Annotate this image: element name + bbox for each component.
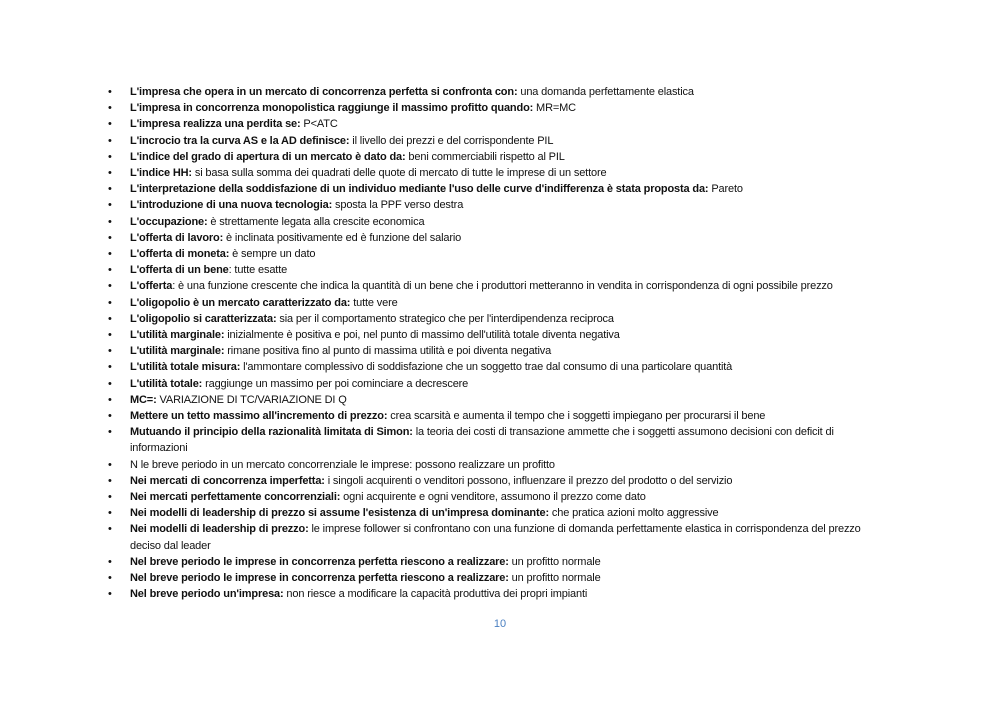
item-answer: è sempre un dato <box>229 248 316 261</box>
item-answer: è strettamente legata alla crescite economica <box>207 215 425 228</box>
item-question: L'impresa realizza una perdita se: <box>130 118 301 131</box>
item-question: L'introduzione di una nuova tecnologia: <box>130 199 333 212</box>
item-answer: sposta la PPF verso destra <box>332 199 464 212</box>
item-question: Nei mercati perfettamente concorrenziali: <box>130 491 341 504</box>
list-item <box>108 554 878 570</box>
item-answer: si basa sulla somma dei quadrati delle quote di mercato di tutte le imprese di un settore <box>191 167 607 180</box>
list-item <box>108 505 878 521</box>
item-question: L'impresa in concorrenza monopolistica raggiunge il massimo profitto quando: <box>130 102 534 115</box>
item-question: Nei mercati di concorrenza imperfetta: <box>130 474 325 487</box>
item-answer: il livello dei prezzi e del corrispondente PIL <box>349 134 554 147</box>
list-item <box>108 473 878 489</box>
item-question: L'utilità totale misura: <box>130 361 241 374</box>
item-answer: P<ATC <box>300 118 338 131</box>
item-question: MC=: <box>130 393 157 406</box>
item-question: L'offerta di un bene <box>130 264 229 277</box>
item-answer: un profitto normale <box>508 555 601 568</box>
item-question: L'incrocio tra la curva AS e la AD definisce: <box>130 134 350 147</box>
list-item <box>108 327 878 343</box>
item-answer: crea scarsità e aumenta il tempo che i soggetti impiegano per procurarsi il bene <box>387 410 766 423</box>
item-answer: un profitto normale <box>508 572 601 585</box>
item-answer: Pareto <box>708 183 743 196</box>
list-item <box>108 586 878 602</box>
item-answer: : è una funzione crescente che indica la quantità di un bene che i produttori metteranno in vendita in corrispondenza di ogni possibile prezzo <box>172 280 833 293</box>
item-answer: i singoli acquirenti o venditori possono, influenzare il prezzo del prodotto o del servizio <box>324 474 733 487</box>
item-question: Nei modelli di leadership di prezzo: <box>130 523 309 536</box>
item-question: Nel breve periodo un'impresa: <box>130 588 284 601</box>
list-item <box>108 84 878 100</box>
list-item <box>108 181 878 197</box>
item-question: L'impresa che opera in un mercato di concorrenza perfetta si confronta con: <box>130 86 518 98</box>
item-question: L'utilità totale: <box>130 377 203 390</box>
item-answer: tutte vere <box>350 296 398 309</box>
list-item <box>108 408 878 424</box>
item-question: L'occupazione: <box>130 215 208 228</box>
item-answer: sia per il comportamento strategico che per l'interdipendenza reciproca <box>276 312 614 325</box>
item-answer: VARIAZIONE DI TC/VARIAZIONE DI Q <box>156 393 347 406</box>
list-item <box>108 262 878 278</box>
item-answer: le imprese follower si confrontano con una funzione di domanda perfettamente elastica in corrispondenza del prezzo deciso dal leader <box>130 523 861 552</box>
item-answer: che pratica azioni molto aggressive <box>549 507 719 520</box>
item-question: L'offerta di moneta: <box>130 248 230 261</box>
item-question: L'indice del grado di apertura di un mercato è dato da: <box>130 150 406 163</box>
list-item <box>108 149 878 165</box>
item-question: L'oligopolio è un mercato caratterizzato da: <box>130 296 351 309</box>
list-item <box>108 197 878 213</box>
item-question: L'oligopolio si caratterizzata: <box>130 312 277 325</box>
list-item <box>108 295 878 311</box>
list-item <box>108 424 878 456</box>
item-answer: N le breve periodo in un mercato concorrenziale le imprese: possono realizzare un profitto <box>130 458 555 471</box>
list-item <box>108 376 878 392</box>
list-item <box>108 230 878 246</box>
item-answer: non riesce a modificare la capacità produttiva dei propri impianti <box>283 588 588 601</box>
list-item <box>108 392 878 408</box>
item-answer: beni commerciabili rispetto al PIL <box>405 150 565 163</box>
item-answer: : tutte esatte <box>228 264 288 277</box>
item-answer: ogni acquirente e ogni venditore, assumono il prezzo come dato <box>340 491 646 504</box>
item-question: L'utilità marginale: <box>130 329 225 342</box>
list-item <box>108 359 878 375</box>
item-answer: l'ammontare complessivo di soddisfazione che un soggetto trae dal consumo di una particolare quantità <box>240 361 733 374</box>
list-item <box>108 214 878 230</box>
list-item <box>108 165 878 181</box>
item-answer: MR=MC <box>533 102 576 115</box>
list-item <box>108 246 878 262</box>
item-answer: una domanda perfettamente elastica <box>517 86 694 98</box>
item-question: L'indice HH: <box>130 167 192 180</box>
list-item <box>108 116 878 132</box>
item-question: Mutuando il principio della razionalità limitata di Simon: <box>130 426 413 439</box>
list-item <box>108 457 878 473</box>
list-item <box>108 343 878 359</box>
item-question: Nel breve periodo le imprese in concorrenza perfetta riescono a realizzare: <box>130 572 509 585</box>
item-answer: raggiunge un massimo per poi cominciare a decrescere <box>202 377 469 390</box>
item-question: Nei modelli di leadership di prezzo si assume l'esistenza di un'impresa dominante: <box>130 507 549 520</box>
list-item <box>108 278 878 294</box>
list-item <box>108 570 878 586</box>
item-question: L'offerta di lavoro: <box>130 231 224 244</box>
list-item <box>108 133 878 149</box>
page-number: 10 <box>493 618 507 630</box>
list-item <box>108 100 878 116</box>
list-item <box>108 311 878 327</box>
item-question: Mettere un tetto massimo all'incremento di prezzo: <box>130 410 388 423</box>
list-item <box>108 521 878 553</box>
item-answer: la teoria dei costi di transazione ammette che i soggetti assumono decisioni con deficit di informazioni <box>130 426 834 455</box>
item-question: L'utilità marginale: <box>130 345 225 358</box>
item-answer: è inclinata positivamente ed è funzione del salario <box>223 231 462 244</box>
item-question: L'offerta <box>130 280 173 293</box>
item-answer: inizialmente è positiva e poi, nel punto di massimo dell'utilità totale diventa negativa <box>224 329 620 342</box>
item-question: Nel breve periodo le imprese in concorrenza perfetta riescono a realizzare: <box>130 555 509 568</box>
list-item <box>108 489 878 505</box>
definition-list <box>108 84 878 603</box>
item-question: L'interpretazione della soddisfazione di un individuo mediante l'uso delle curve d'indifferenza è stata proposta da: <box>130 183 709 196</box>
item-answer: rimane positiva fino al punto di massima utilità e poi diventa negativa <box>224 345 552 358</box>
